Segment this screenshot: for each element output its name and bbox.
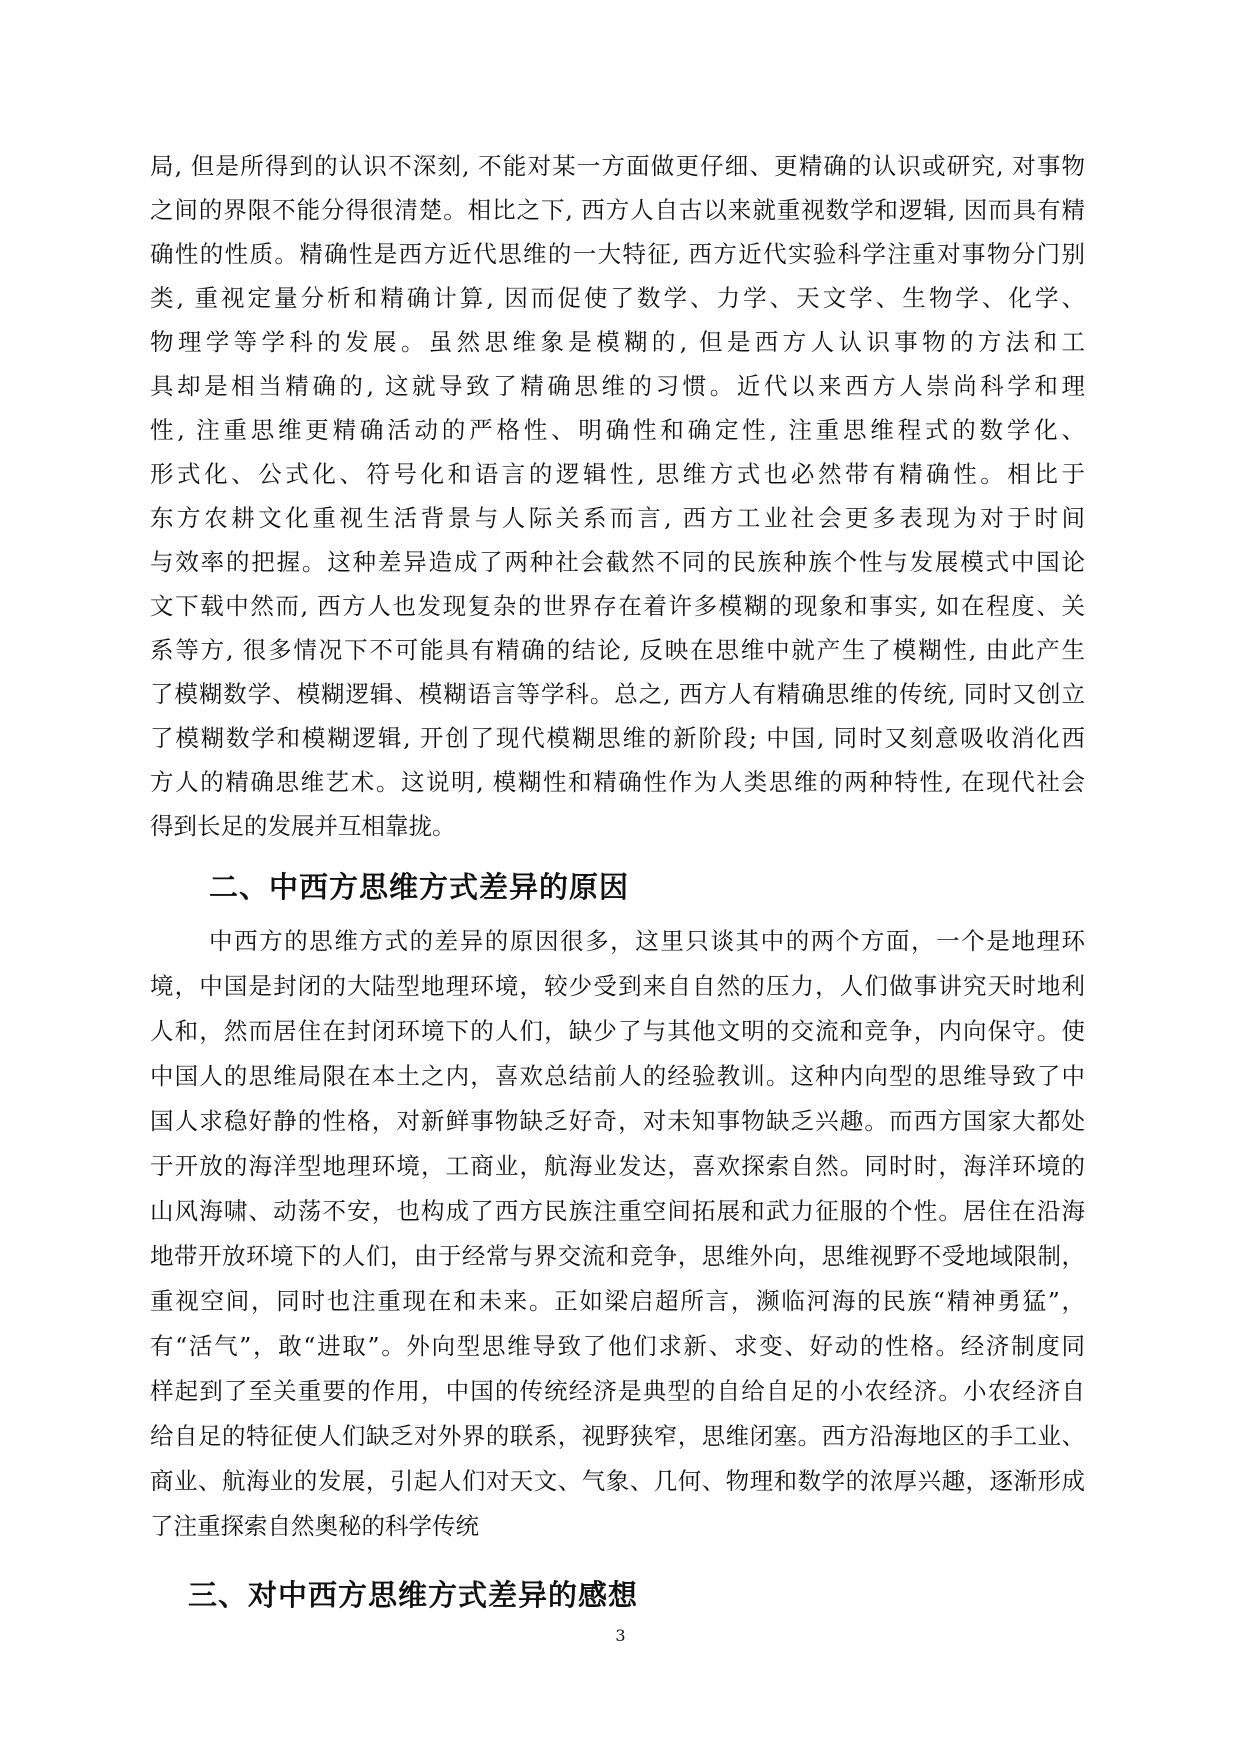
paragraph-line: 山风海啸、动荡不安，也构成了西方民族注重空间拓展和武力征服的个性。居住在沿海	[150, 1197, 1085, 1225]
paragraph-line: 样起到了至关重要的作用，中国的传统经济是典型的自给自足的小农经济。小农经济自	[150, 1377, 1085, 1405]
paragraph-line: 了模糊数学、模糊逻辑、模糊语言等学科。总之, 西方人有精确思维的传统, 同时又创立	[150, 680, 1085, 708]
paragraph-line: 得到长足的发展并互相靠拢。	[150, 812, 456, 840]
page-number: 3	[615, 1626, 626, 1645]
paragraph-line: 局, 但是所得到的认识不深刻, 不能对某一方面做更仔细、更精确的认识或研究, 对事物	[150, 152, 1085, 180]
paragraph-line: 给自足的特征使人们缺乏对外界的联系，视野狭窄，思维闭塞。西方沿海地区的手工业、	[150, 1422, 1085, 1450]
paragraph-line: 文下载中然而, 西方人也发现复杂的世界存在着许多模糊的现象和事实, 如在程度、关	[150, 592, 1085, 620]
paragraph-line: 之间的界限不能分得很清楚。相比之下, 西方人自古以来就重视数学和逻辑, 因而具有精	[150, 196, 1085, 224]
paragraph-line: 东方农耕文化重视生活背景与人际关系而言, 西方工业社会更多表现为对于时间	[150, 504, 1085, 532]
paragraph-line: 境，中国是封闭的大陆型地理环境，较少受到来自自然的压力，人们做事讲究天时地利	[150, 972, 1085, 1000]
paragraph-line: 有“活气”，敢“进取”。外向型思维导致了他们求新、求变、好动的性格。经济制度同	[150, 1332, 1085, 1360]
paragraph-line: 物理学等学科的发展。虽然思维象是模糊的, 但是西方人认识事物的方法和工	[150, 328, 1085, 356]
paragraph-line: 性, 注重思维更精确活动的严格性、明确性和确定性, 注重思维程式的数学化、	[150, 416, 1085, 444]
paragraph-line: 与效率的把握。这种差异造成了两种社会截然不同的民族种族个性与发展模式中国论	[150, 548, 1085, 576]
paragraph-line: 中西方的思维方式的差异的原因很多，这里只谈其中的两个方面，一个是地理环	[209, 927, 1085, 955]
paragraph-line: 中国人的思维局限在本土之内，喜欢总结前人的经验教训。这种内向型的思维导致了中	[150, 1062, 1085, 1090]
paragraph-line: 确性的性质。精确性是西方近代思维的一大特征, 西方近代实验科学注重对事物分门别	[150, 240, 1085, 268]
paragraph-line: 国人求稳好静的性格，对新鲜事物缺乏好奇，对未知事物缺乏兴趣。而西方国家大都处	[150, 1107, 1085, 1135]
paragraph-line: 类, 重视定量分析和精确计算, 因而促使了数学、力学、天文学、生物学、化学、	[150, 284, 1085, 312]
paragraph-line: 形式化、公式化、符号化和语言的逻辑性, 思维方式也必然带有精确性。相比于	[150, 460, 1085, 488]
paragraph-line: 重视空间，同时也注重现在和未来。正如梁启超所言，濒临河海的民族“精神勇猛”，	[150, 1287, 1085, 1315]
paragraph-line: 了模糊数学和模糊逻辑, 开创了现代模糊思维的新阶段; 中国, 同时又刻意吸收消化西	[150, 724, 1085, 752]
paragraph-line: 商业、航海业的发展，引起人们对天文、气象、几何、物理和数学的浓厚兴趣，逐渐形成	[150, 1467, 1085, 1495]
paragraph-line: 人和，然而居住在封闭环境下的人们，缺少了与其他文明的交流和竞争，内向保守。使	[150, 1017, 1085, 1045]
paragraph-line: 了注重探索自然奥秘的科学传统	[150, 1512, 479, 1540]
paragraph-line: 于开放的海洋型地理环境，工商业，航海业发达，喜欢探索自然。同时时，海洋环境的	[150, 1152, 1085, 1180]
paragraph-line: 具却是相当精确的, 这就导致了精确思维的习惯。近代以来西方人崇尚科学和理	[150, 372, 1085, 400]
paragraph-line: 地带开放环境下的人们，由于经常与界交流和竞争，思维外向，思维视野不受地域限制，	[150, 1242, 1085, 1270]
paragraph-line: 方人的精确思维艺术。这说明, 模糊性和精确性作为人类思维的两种特性, 在现代社会	[150, 768, 1085, 796]
paragraph-line: 系等方, 很多情况下不可能具有精确的结论, 反映在思维中就产生了模糊性, 由此产生	[150, 636, 1085, 664]
section-heading: 二、中西方思维方式差异的原因	[209, 870, 630, 904]
section-heading: 三、对中西方思维方式差异的感想	[188, 1578, 639, 1612]
